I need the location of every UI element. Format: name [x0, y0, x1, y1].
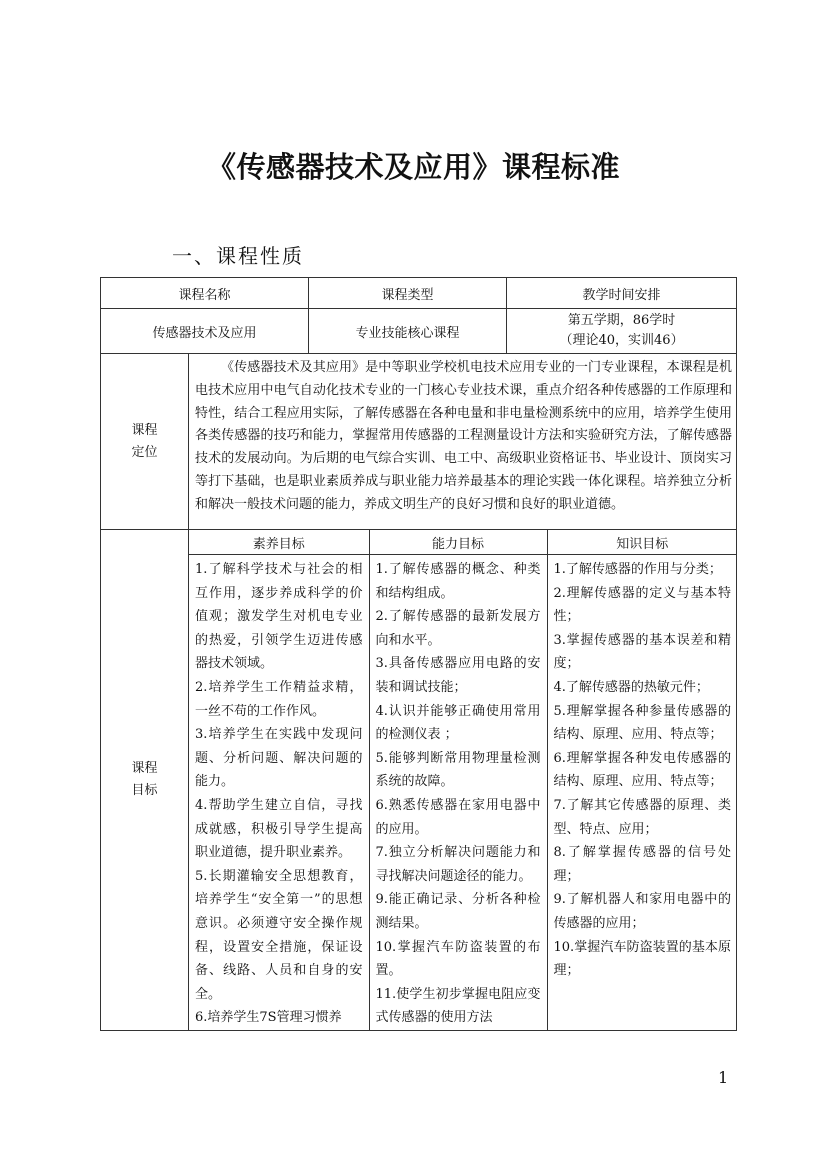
course-name-cell: 传感器技术及应用 — [101, 309, 309, 354]
position-text-cell — [189, 354, 737, 530]
goals-label-line-1: 课程 — [131, 760, 158, 776]
ability-goal-item: 7.独立分析解决问题能力和寻找解决问题途径的能力。 — [375, 845, 541, 884]
knowledge-goal-item: 3.掌握传感器的基本误差和精度； — [553, 632, 731, 672]
course-info-row — [101, 309, 737, 354]
header-schedule: 教学时间安排 — [507, 278, 737, 309]
document-title: 《传感器技术及应用》课程标准 — [206, 150, 620, 184]
header-course-name: 课程名称 — [101, 278, 309, 309]
knowledge-goal-item: 4.了解传感器的热敏元件； — [553, 679, 709, 695]
literacy-goals-list — [189, 555, 369, 1030]
section-heading: 一、课程性质 — [172, 244, 304, 268]
goals-table — [189, 530, 737, 1030]
table-header-row — [101, 278, 737, 309]
literacy-goal-item: 2.培养学生工作精益求精，一丝不苟的工作作风。 — [195, 679, 363, 719]
literacy-goals-header: 素养目标 — [189, 530, 369, 555]
literacy-goal-item: 6.培养学生7S管理习惯养 — [195, 1010, 342, 1026]
ability-goals-header: 能力目标 — [369, 530, 547, 555]
course-type-cell: 专业技能核心课程 — [309, 309, 507, 354]
ability-goal-item: 5.能够判断常用物理量检测系统的故障。 — [375, 750, 541, 790]
course-goals-row — [101, 530, 737, 1031]
ability-goal-item: 6.熟悉传感器在家用电器中的应用。 — [375, 797, 541, 837]
ability-goals-list — [369, 555, 547, 1030]
ability-goal-item: 2.了解传感器的最新发展方向和水平。 — [375, 609, 541, 648]
ability-goal-item: 3.具备传感器应用电路的安装和调试技能； — [375, 656, 541, 695]
schedule-line-1: 第五学期，86学时 — [567, 313, 676, 328]
ability-goal-item: 10.掌握汽车防盗装置的布置。 — [375, 939, 541, 979]
position-label-line-1: 课程 — [131, 422, 158, 438]
header-course-type: 课程类型 — [309, 278, 507, 309]
knowledge-goal-item: 7.了解其它传感器的原理、类型、特点、应用； — [553, 797, 731, 837]
page-number: 1 — [718, 1068, 729, 1087]
literacy-goal-item: 3.培养学生在实践中发现问题、分析问题、解决问题的能力。 — [195, 727, 363, 790]
knowledge-goal-item: 10.掌握汽车防盗装置的基本原理； — [553, 939, 731, 979]
knowledge-goal-item: 8.了解掌握传感器的信号处理； — [553, 845, 731, 884]
schedule-cell — [507, 309, 737, 354]
position-label-line-2: 定位 — [131, 444, 158, 460]
goals-body-row — [189, 555, 737, 1030]
course-position-row — [101, 354, 737, 530]
knowledge-goals-list — [547, 555, 737, 1030]
knowledge-goal-item: 6.理解掌握各种发电传感器的结构、原理、应用、特点等； — [553, 750, 731, 790]
knowledge-goal-item: 1.了解传感器的作用与分类； — [553, 562, 722, 577]
knowledge-goal-item: 5.理解掌握各种参量传感器的结构、原理、应用、特点等； — [553, 703, 731, 743]
position-label-cell — [101, 354, 189, 530]
literacy-goal-item: 1.了解科学技术与社会的相互作用，逐步养成科学的价值观；激发学生对机电专业的热爱，引领学生迈进传感器技术领域。 — [195, 562, 363, 672]
ability-goal-item: 11.使学生初步掌握电阻应变式传感器的使用方法 — [375, 986, 541, 1026]
knowledge-goal-item: 2.理解传感器的定义与基本特性； — [553, 585, 731, 625]
goals-label-line-2: 目标 — [131, 782, 158, 798]
goals-content-cell — [189, 530, 737, 1031]
position-text: 《传感器技术及其应用》是中等职业学校机电技术应用专业的一门专业课程，本课程是机电技术应用中电气自动化技术专业的一门核心专业技术课，重点介绍各种传感器的工作原理和特性，结合工程应用实际，了解传感器在各种电量和非电量检测系统中的应用，培养学生使用各类传感器的技巧和能力，掌握常用传感器的工程测量设计方法和实验研究方法，了解传感器技术的发展动向。为后期的电气综合实训、电工中、高级职业资格证书、毕业设计、顶岗实习等打下基础，也是职业素质养成与职业能力培养最基本的理论实践一体化课程。培养独立分析和解决一般技术问题的能力，养成文明生产的良好习惯和良好的职业道德。 — [195, 360, 733, 512]
ability-goal-item: 9.能正确记录、分析各种检测结果。 — [375, 892, 541, 931]
literacy-goal-item: 5.长期灌输安全思想教育，培养学生“安全第一”的思想意识。必须遵守安全操作规程，设置安全措施，保证设备、线路、人员和自身的安全。 — [195, 868, 363, 1002]
ability-goal-item: 1.了解传感器的概念、种类和结构组成。 — [375, 562, 541, 601]
ability-goal-item: 4.认识并能够正确使用常用的检测仪表 ； — [375, 703, 541, 743]
goals-label-cell — [101, 530, 189, 1031]
course-standard-table — [100, 277, 737, 1031]
literacy-goal-item: 4.帮助学生建立自信，寻找成就感，积极引导学生提高职业道德，提升职业素养。 — [195, 797, 363, 861]
knowledge-goals-header: 知识目标 — [547, 530, 737, 555]
goals-header-row — [189, 530, 737, 555]
schedule-line-2: （理论40，实训46） — [559, 333, 684, 348]
knowledge-goal-item: 9.了解机器人和家用电器中的传感器的应用； — [553, 892, 731, 931]
